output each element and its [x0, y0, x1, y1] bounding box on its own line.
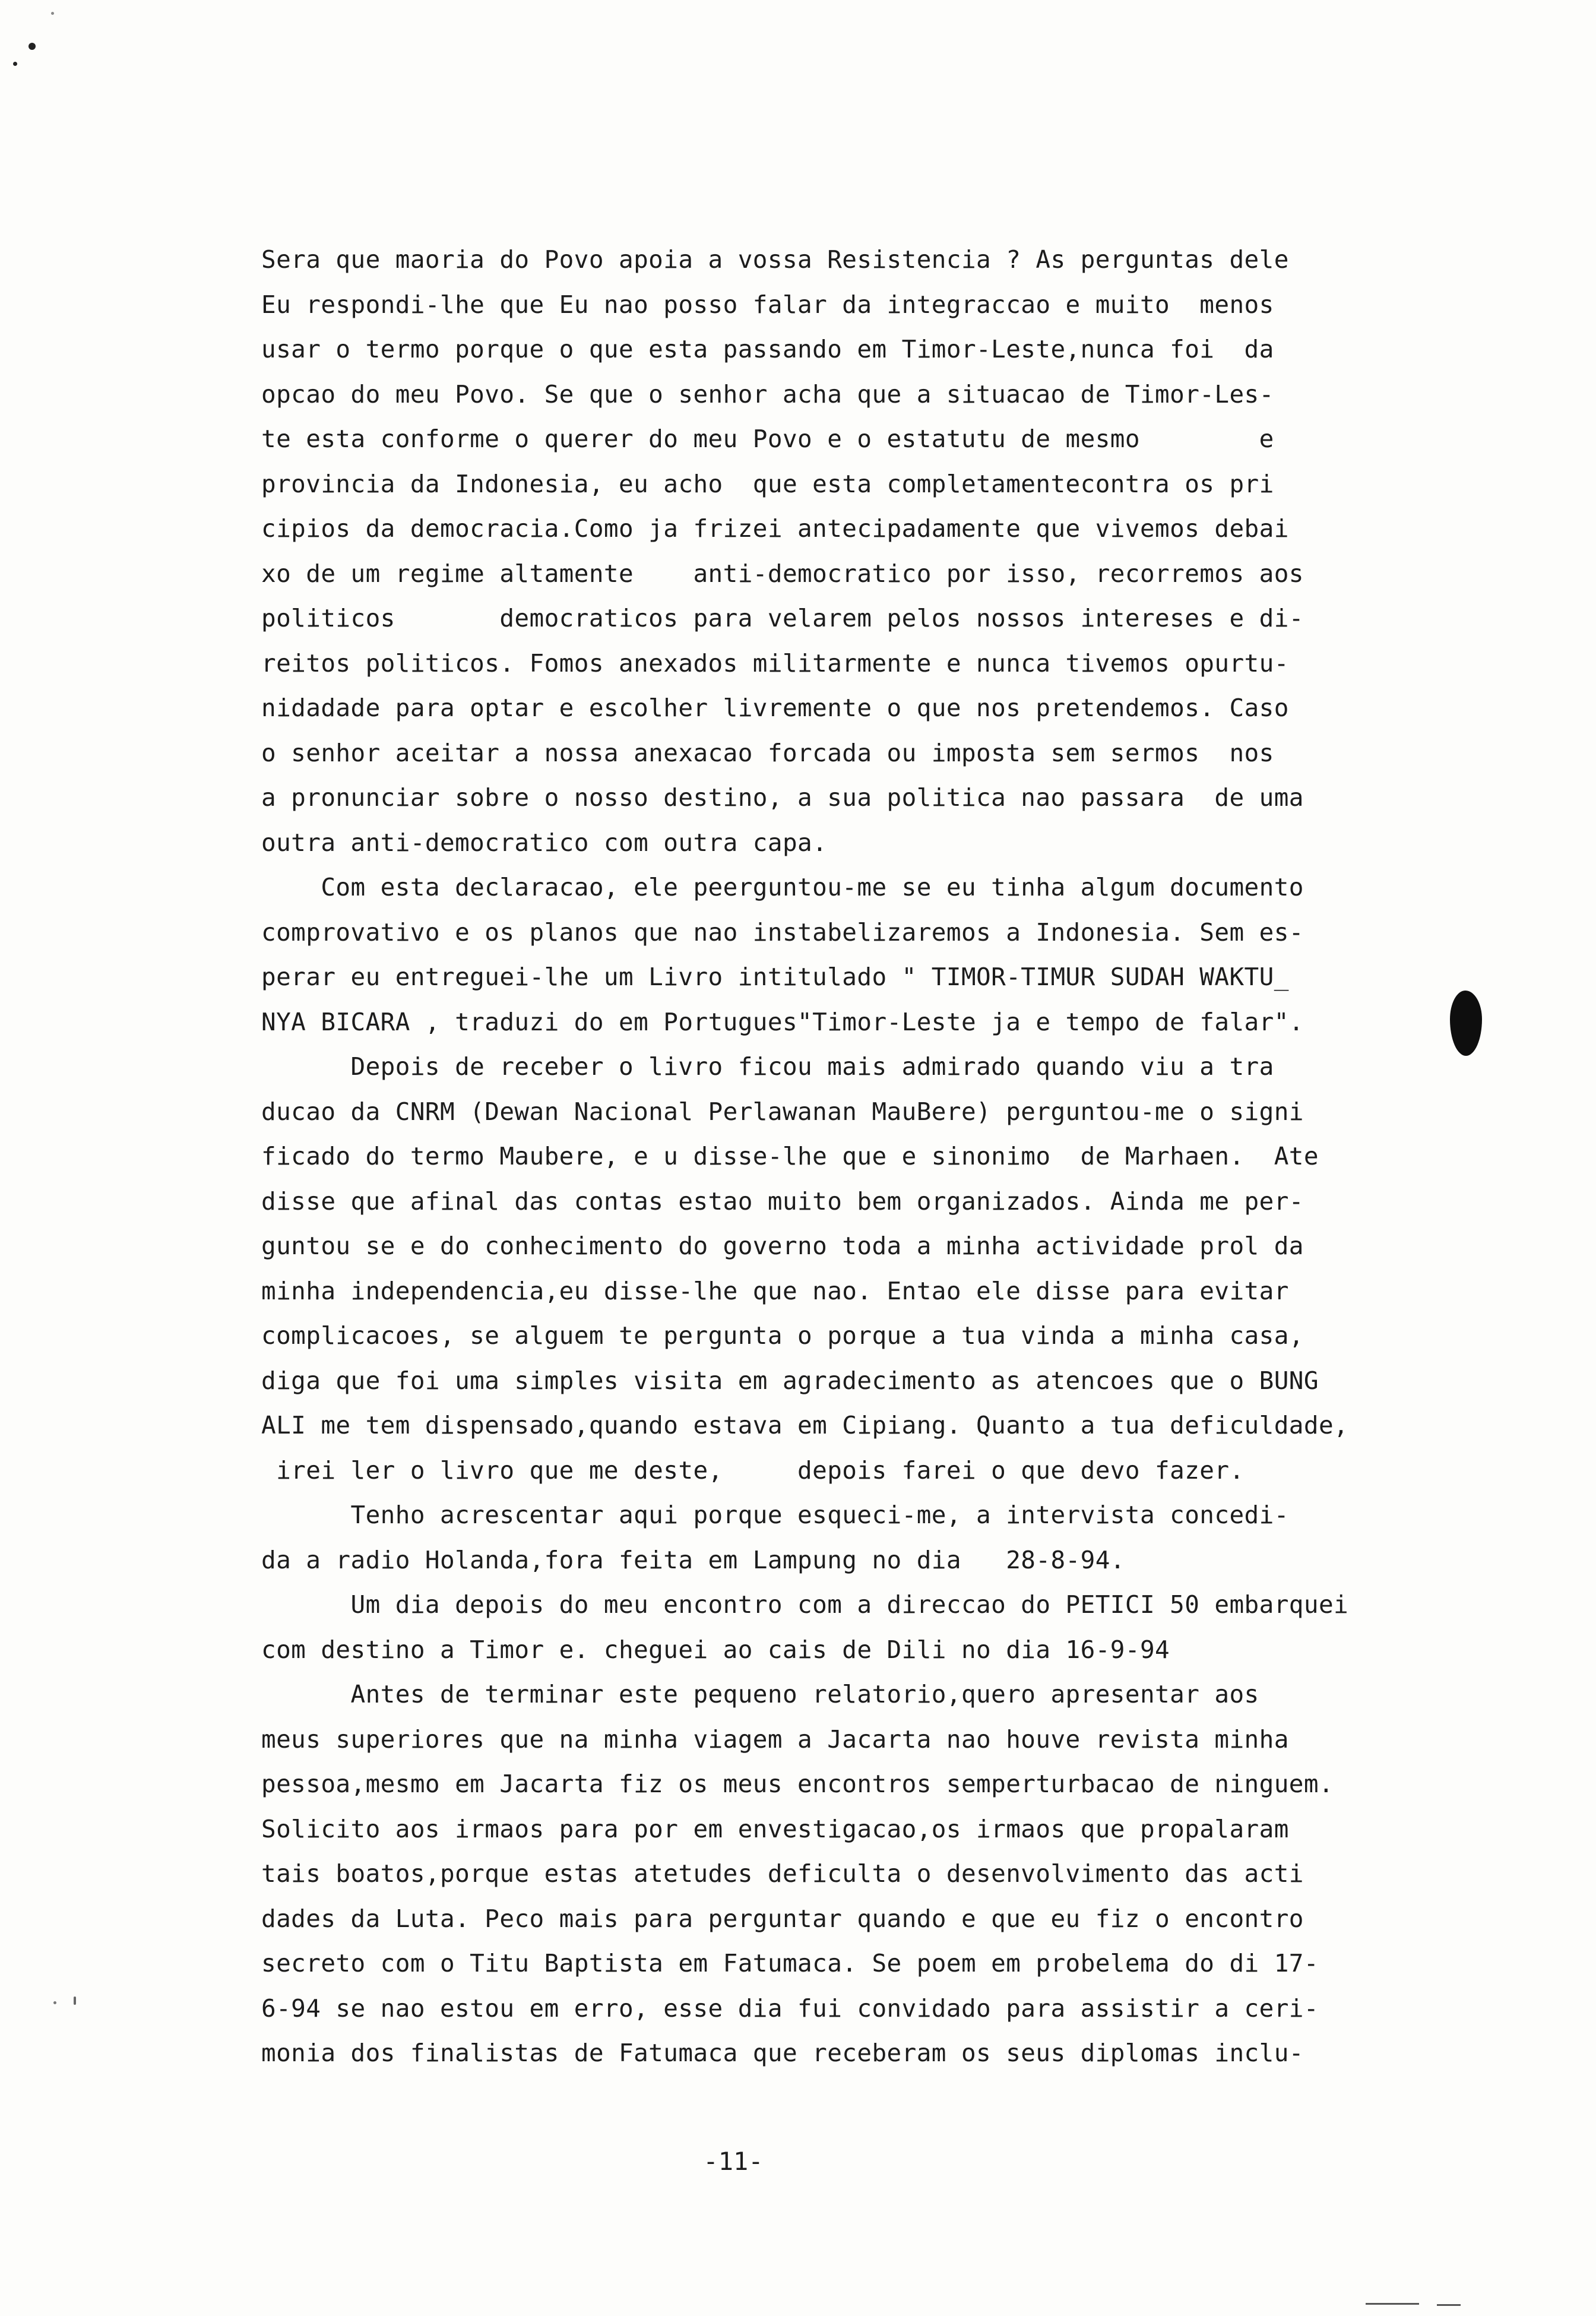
- ink-speck: [53, 2001, 56, 2004]
- text-line: comprovativo e os planos que nao instabelizaremos a Indonesia. Sem es-: [261, 917, 1304, 947]
- ink-speck: [51, 12, 54, 15]
- text-line: monia dos finalistas de Fatumaca que receberam os seus diplomas inclu-: [261, 2039, 1304, 2067]
- text-line: a pronunciar sobre o nosso destino, a sua politica nao passara de uma: [261, 783, 1304, 812]
- text-line: Um dia depois do meu encontro com a direccao do PETICI 50 embarquei: [261, 1590, 1349, 1619]
- text-line: nidadade para optar e escolher livremente o que nos pretendemos. Caso: [261, 694, 1289, 722]
- scan-edge-mark: [1437, 2304, 1461, 2306]
- text-line: Tenho acrescentar aqui porque esqueci-me, a intervista concedi-: [261, 1501, 1289, 1529]
- text-line: tais boatos,porque estas atetudes deficulta o desenvolvimento das acti: [261, 1859, 1304, 1888]
- text-line: cipios da democracia.Como ja frizei antecipadamente que vivemos debai: [261, 514, 1289, 543]
- text-line: guntou se e do conhecimento do governo toda a minha actividade prol da: [261, 1232, 1304, 1260]
- text-line: complicacoes, se alguem te pergunta o porque a tua vinda a minha casa,: [261, 1321, 1304, 1350]
- text-line: secreto com o Titu Baptista em Fatumaca. Se poem em probelema do di 17-: [261, 1949, 1319, 1978]
- text-line: opcao do meu Povo. Se que o senhor acha que a situacao de Timor-Les-: [261, 379, 1274, 409]
- text-line: minha independencia,eu disse-lhe que nao. Entao ele disse para evitar: [261, 1276, 1289, 1305]
- text-line: reitos politicos. Fomos anexados militarmente e nunca tivemos opurtu-: [261, 648, 1289, 678]
- text-line: diga que foi uma simples visita em agradecimento as atencoes que o BUNG: [261, 1366, 1319, 1395]
- text-line: ficado do termo Maubere, e u disse-lhe que e sinonimo de Marhaen. Ate: [261, 1142, 1319, 1170]
- text-line: meus superiores que na minha viagem a Jacarta nao houve revista minha: [261, 1725, 1289, 1754]
- text-line: Depois de receber o livro ficou mais admirado quando viu a tra: [261, 1052, 1274, 1081]
- ink-speck: [28, 43, 36, 50]
- ink-blot: [1450, 991, 1482, 1056]
- text-line: o senhor aceitar a nossa anexacao forcada ou imposta sem sermos nos: [261, 738, 1274, 767]
- text-line: ducao da CNRM (Dewan Nacional Perlawanan MauBere) perguntou-me o signi: [261, 1097, 1304, 1126]
- text-line: irei ler o livro que me deste, depois farei o que devo fazer.: [261, 1456, 1244, 1485]
- ink-speck: [74, 1997, 76, 2005]
- text-line: xo de um regime altamente anti-democratico por isso, recorremos aos: [261, 559, 1304, 588]
- text-line: da a radio Holanda,fora feita em Lampung no dia 28-8-94.: [261, 1545, 1125, 1574]
- text-line: dades da Luta. Peco mais para perguntar quando e que eu fiz o encontro: [261, 1904, 1304, 1933]
- text-line: provincia da Indonesia, eu acho que esta completamentecontra os pri: [261, 469, 1274, 498]
- text-line: Sera que maoria do Povo apoia a vossa Resistencia ? As perguntas dele: [261, 245, 1289, 274]
- text-line: pessoa,mesmo em Jacarta fiz os meus encontros semperturbacao de ninguem.: [261, 1770, 1334, 1798]
- ink-speck: [13, 62, 17, 66]
- scan-edge-mark: [1366, 2303, 1419, 2305]
- text-line: outra anti-democratico com outra capa.: [261, 828, 828, 857]
- text-line: 6-94 se nao estou em erro, esse dia fui convidado para assistir a ceri-: [261, 1994, 1319, 2023]
- text-line: NYA BICARA , traduzi do em Portugues"Timor-Leste ja e tempo de falar".: [261, 1007, 1304, 1036]
- page-number: -11-: [703, 2147, 764, 2176]
- text-line: Solicito aos irmaos para por em envestigacao,os irmaos que propalaram: [261, 1814, 1289, 1843]
- text-line: Com esta declaracao, ele peerguntou-me se eu tinha algum documento: [261, 873, 1304, 901]
- text-line: te esta conforme o querer do meu Povo e o estatutu de mesmo e: [261, 425, 1274, 453]
- text-line: usar o termo porque o que esta passando em Timor-Leste,nunca foi da: [261, 335, 1274, 363]
- text-line: ALI me tem dispensado,quando estava em Cipiang. Quanto a tua deficuldade,: [261, 1411, 1349, 1439]
- text-line: politicos democraticos para velarem pelos nossos intereses e di-: [261, 604, 1304, 632]
- text-line: com destino a Timor e. cheguei ao cais de Dili no dia 16-9-94: [261, 1635, 1170, 1664]
- typed-report-text: [261, 238, 1389, 2076]
- text-line: perar eu entreguei-lhe um Livro intitulado " TIMOR-TIMUR SUDAH WAKTU_: [261, 963, 1289, 991]
- text-line: disse que afinal das contas estao muito bem organizados. Ainda me per-: [261, 1187, 1304, 1216]
- text-line: Eu respondi-lhe que Eu nao posso falar da integraccao e muito menos: [261, 290, 1274, 319]
- text-line: Antes de terminar este pequeno relatorio,quero apresentar aos: [261, 1680, 1259, 1708]
